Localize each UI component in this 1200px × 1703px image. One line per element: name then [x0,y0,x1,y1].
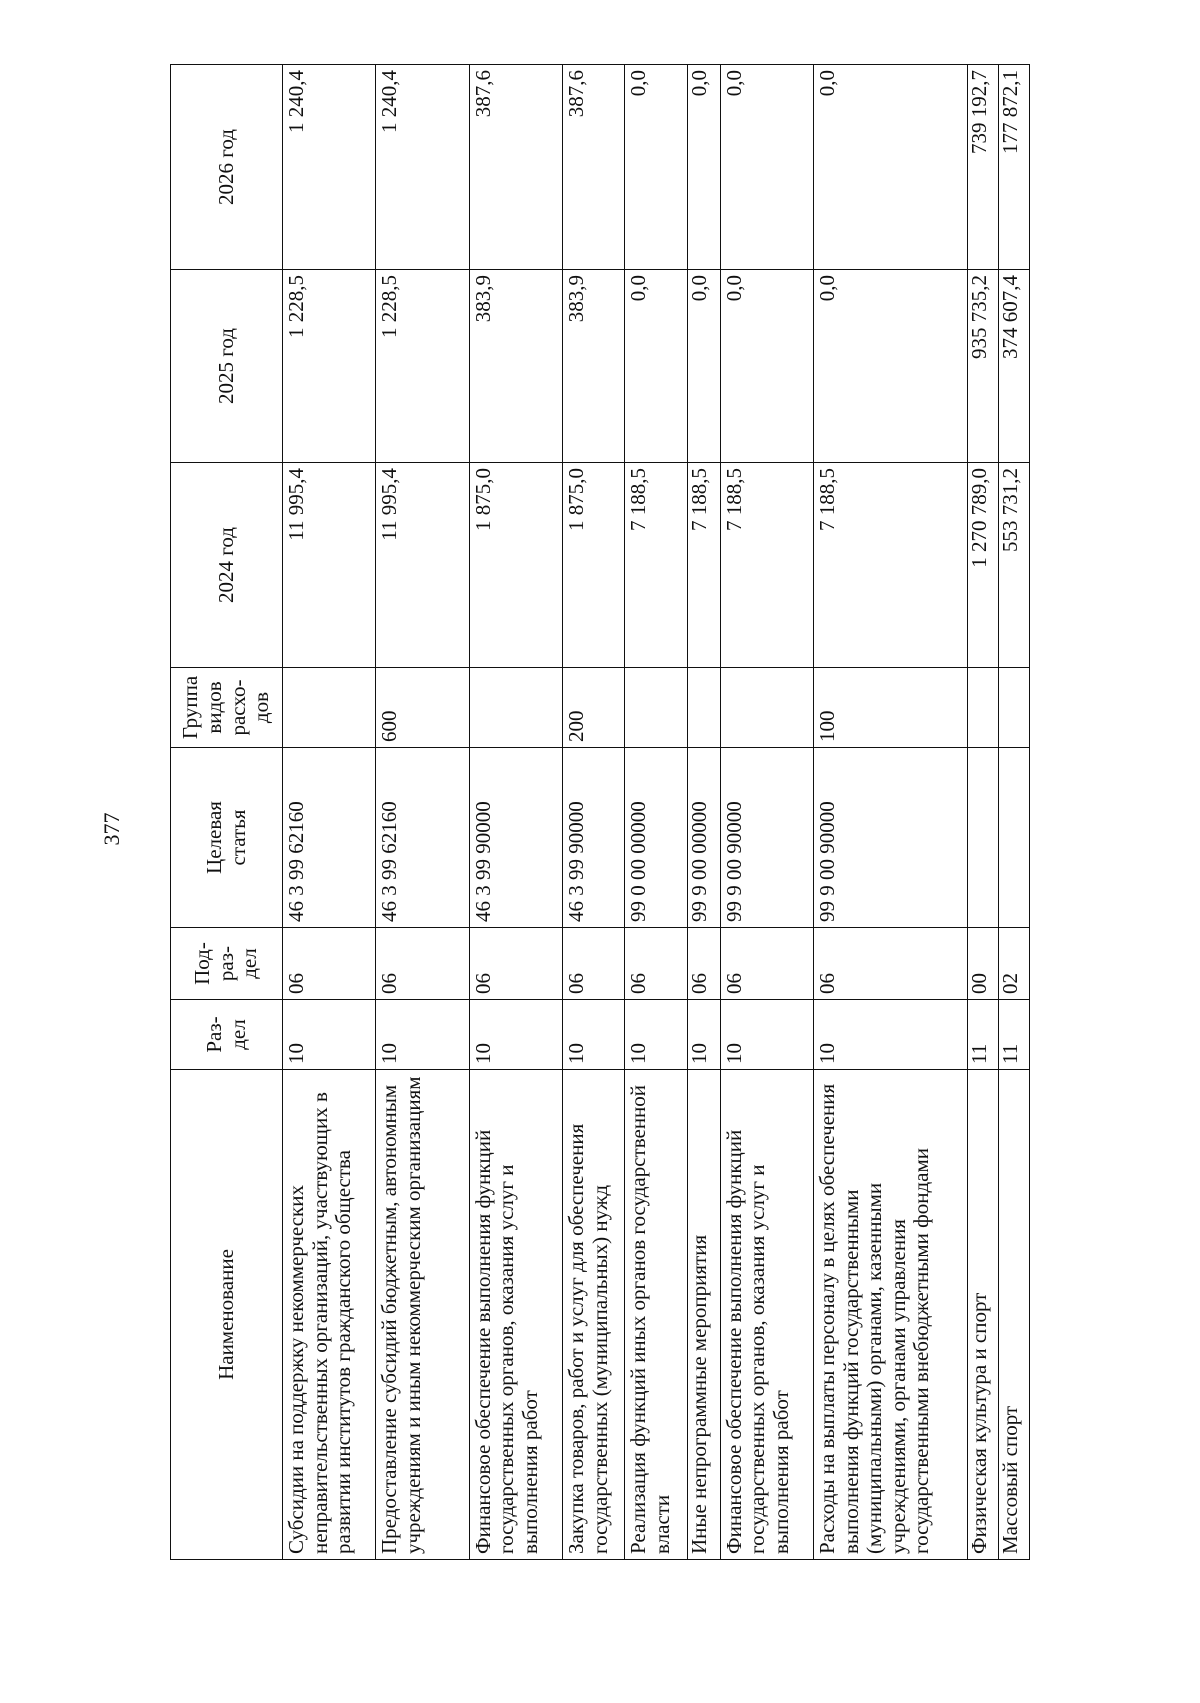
table-row [469,65,562,1560]
cell-podrazdel: 06 [720,928,813,1000]
cell-gruppa: 200 [563,668,625,748]
cell-2024: 7 188,5 [625,463,687,668]
cell-razdel: 10 [814,1000,967,1070]
cell-2025: 0,0 [814,270,967,463]
cell-razdel: 10 [283,1000,376,1070]
table-row [563,65,625,1560]
cell-2026: 1 240,4 [283,65,376,270]
cell-2025: 1 228,5 [376,270,469,463]
header-razdel: Раз- дел [171,1000,283,1070]
cell-razdel: 10 [720,1000,813,1070]
cell-2025: 1 228,5 [283,270,376,463]
cell-2025: 0,0 [720,270,813,463]
cell-razdel: 10 [625,1000,687,1070]
cell-celevaya-statya: 99 9 00 90000 [720,748,813,928]
header-podrazdel: Под- раз- дел [171,928,283,1000]
cell-gruppa [625,668,687,748]
cell-razdel: 10 [687,1000,720,1070]
cell-podrazdel: 06 [814,928,967,1000]
cell-2026: 0,0 [814,65,967,270]
table-row [814,65,967,1560]
cell-2025: 383,9 [469,270,562,463]
cell-2024: 7 188,5 [687,463,720,668]
cell-celevaya-statya: 46 3 99 90000 [563,748,625,928]
cell-podrazdel: 06 [687,928,720,1000]
table-row [967,65,998,1560]
cell-gruppa [687,668,720,748]
cell-2025: 374 607,4 [998,270,1029,463]
cell-razdel: 10 [563,1000,625,1070]
cell-2025: 0,0 [625,270,687,463]
cell-name: Закупка товаров, работ и услуг для обеспечения государственных (муниципальных) нужд [563,1070,625,1560]
cell-name: Субсидии на поддержку некоммерческих неправительственных организаций, участвующих в развитии институтов гражданского общества [283,1070,376,1560]
cell-2024: 553 731,2 [998,463,1029,668]
cell-podrazdel: 06 [563,928,625,1000]
budget-table [170,64,1030,1560]
cell-name: Предоставление субсидий бюджетным, автономным учреждениям и иным некоммерческим организациям [376,1070,469,1560]
page-number: 377 [99,812,124,846]
cell-2025: 0,0 [687,270,720,463]
cell-razdel: 10 [469,1000,562,1070]
cell-2026: 739 192,7 [967,65,998,270]
cell-razdel: 10 [376,1000,469,1070]
cell-name: Иные непрограммные мероприятия [687,1070,720,1560]
cell-celevaya-statya: 99 9 00 90000 [814,748,967,928]
cell-podrazdel: 06 [283,928,376,1000]
cell-name: Реализация функций иных органов государственной власти [625,1070,687,1560]
cell-2026: 0,0 [720,65,813,270]
cell-name: Расходы на выплаты персоналу в целях обеспечения выполнения функций государственными (муниципальными) органами, казенными учреждениями, органами управления государственными внебюджетными фондами [814,1070,967,1560]
cell-celevaya-statya [967,748,998,928]
header-year-2026: 2026 год [171,65,283,270]
cell-razdel: 11 [967,1000,998,1070]
header-name: Наименование [171,1070,283,1560]
cell-2026: 177 872,1 [998,65,1029,270]
cell-2025: 383,9 [563,270,625,463]
cell-gruppa: 600 [376,668,469,748]
cell-2024: 7 188,5 [720,463,813,668]
cell-2024: 7 188,5 [814,463,967,668]
cell-2026: 387,6 [563,65,625,270]
table-row [720,65,813,1560]
header-row [171,65,283,1560]
header-celevaya-statya: Целевая статья [171,748,283,928]
header-year-2024: 2024 год [171,463,283,668]
table-row [283,65,376,1560]
cell-podrazdel: 06 [469,928,562,1000]
cell-gruppa [469,668,562,748]
cell-2025: 935 735,2 [967,270,998,463]
cell-name: Финансовое обеспечение выполнения функций государственных органов, оказания услуг и выполнения работ [469,1070,562,1560]
cell-2024: 11 995,4 [283,463,376,668]
cell-podrazdel: 00 [967,928,998,1000]
cell-2026: 1 240,4 [376,65,469,270]
table-row [998,65,1029,1560]
cell-name: Физическая культура и спорт [967,1070,998,1560]
cell-name: Массовый спорт [998,1070,1029,1560]
cell-celevaya-statya: 46 3 99 90000 [469,748,562,928]
cell-gruppa: 100 [814,668,967,748]
cell-2026: 0,0 [625,65,687,270]
header-gruppa-vidov-rashodov: Группа видов расхо- дов [171,668,283,748]
cell-2026: 0,0 [687,65,720,270]
header-year-2025: 2025 год [171,270,283,463]
cell-celevaya-statya [998,748,1029,928]
table-row [376,65,469,1560]
cell-gruppa [720,668,813,748]
cell-podrazdel: 06 [625,928,687,1000]
rotated-table-wrapper [170,65,1030,1560]
cell-celevaya-statya: 46 3 99 62160 [376,748,469,928]
cell-gruppa [967,668,998,748]
cell-celevaya-statya: 46 3 99 62160 [283,748,376,928]
cell-name: Финансовое обеспечение выполнения функций государственных органов, оказания услуг и выполнения работ [720,1070,813,1560]
table-row [625,65,687,1560]
cell-2024: 11 995,4 [376,463,469,668]
cell-celevaya-statya: 99 0 00 00000 [625,748,687,928]
cell-razdel: 11 [998,1000,1029,1070]
table-row [687,65,720,1560]
cell-podrazdel: 06 [376,928,469,1000]
cell-2024: 1 270 789,0 [967,463,998,668]
cell-2024: 1 875,0 [563,463,625,668]
cell-2024: 1 875,0 [469,463,562,668]
cell-gruppa [283,668,376,748]
cell-gruppa [998,668,1029,748]
cell-celevaya-statya: 99 9 00 00000 [687,748,720,928]
cell-2026: 387,6 [469,65,562,270]
cell-podrazdel: 02 [998,928,1029,1000]
